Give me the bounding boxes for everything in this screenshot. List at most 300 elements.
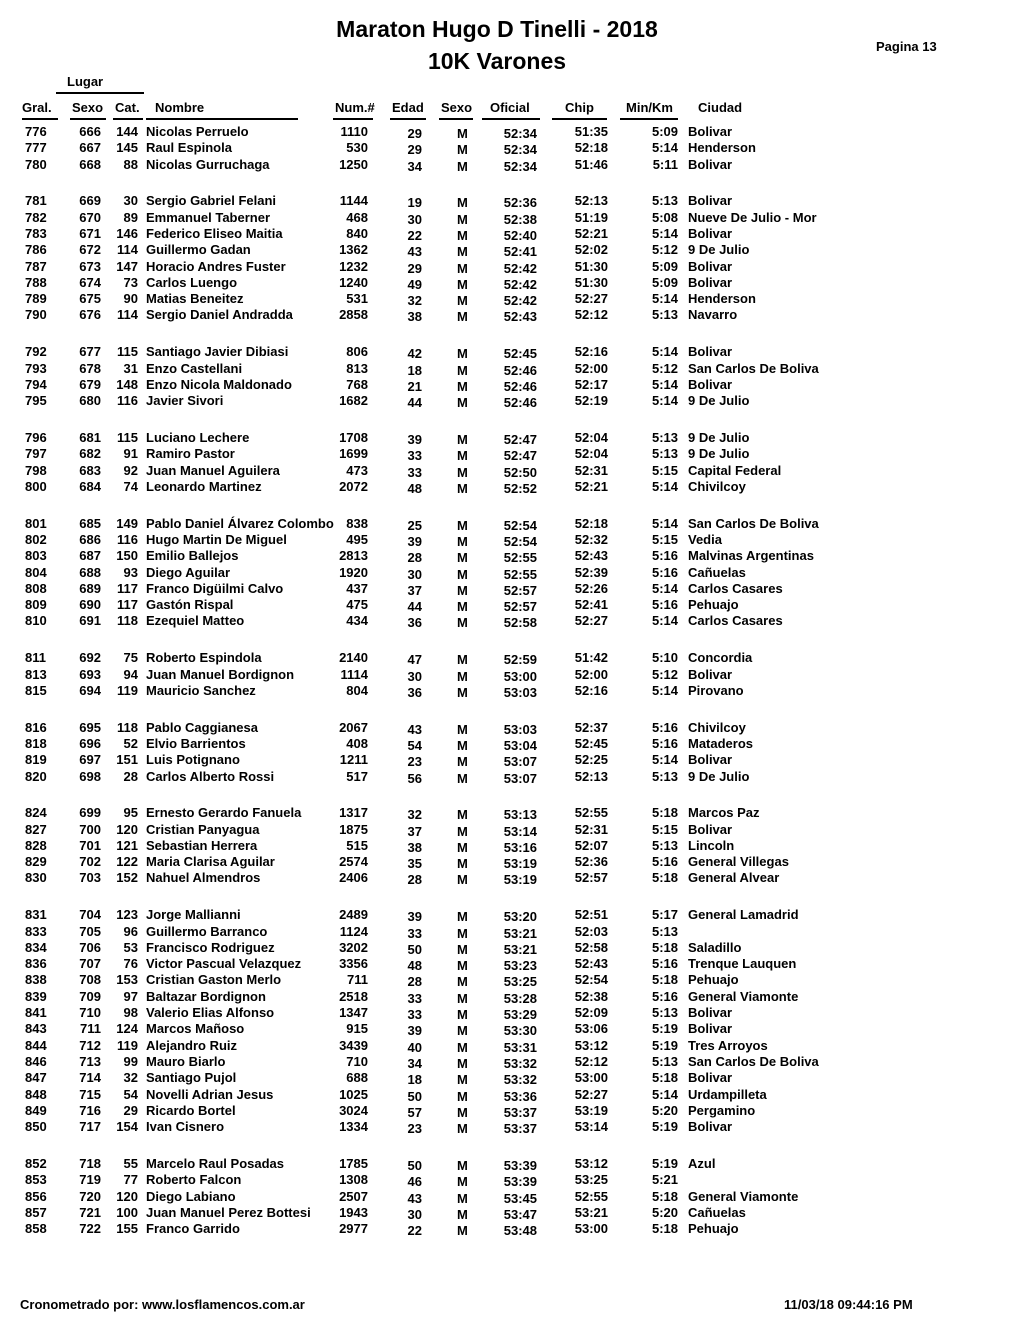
cell-edad: 57 [407, 1104, 422, 1120]
cell-nombre: Matias Beneitez [146, 291, 244, 307]
cell-gral: 792 [25, 344, 47, 360]
cell-nombre: Ivan Cisnero [146, 1119, 225, 1135]
cell-chip: 52:13 [574, 768, 608, 784]
cell-oficial: 52:40 [503, 227, 537, 243]
cell-minkm: 5:14 [651, 225, 678, 241]
cell-oficial: 52:43 [503, 309, 537, 325]
cell-ciudad: San Carlos De Boliva [688, 515, 819, 531]
cell-ciudad: Bolivar [688, 193, 733, 209]
cell-chip: 52:18 [574, 140, 608, 156]
table-row [0, 752, 1024, 768]
cell-gral: 831 [25, 907, 47, 923]
cell-nombre: Sergio Gabriel Felani [146, 193, 277, 209]
cell-minkm: 5:18 [651, 972, 678, 988]
cell-edad: 32 [407, 293, 422, 309]
cell-cat: 77 [123, 1172, 138, 1188]
table-row [0, 720, 1024, 736]
cell-gral: 838 [25, 972, 47, 988]
cell-cat: 124 [116, 1021, 138, 1037]
cell-minkm: 5:13 [651, 193, 678, 209]
cell-minkm: 5:11 [652, 156, 678, 172]
cell-num: 475 [346, 597, 368, 613]
row-group [0, 720, 1024, 785]
cell-nombre: Carlos Alberto Rossi [146, 768, 275, 784]
cell-oficial: 52:41 [503, 244, 537, 260]
cell-num: 840 [346, 225, 368, 241]
cell-edad: 43 [407, 244, 422, 260]
cell-cat: 115 [117, 429, 138, 445]
cell-gral: 848 [25, 1086, 47, 1102]
cell-edad: 38 [407, 839, 422, 855]
col-header-minkm: Min/Km [626, 100, 673, 115]
cell-edad: 18 [407, 1072, 422, 1088]
cell-sexo-2: M [457, 260, 468, 276]
cell-chip: 52:12 [574, 1053, 608, 1069]
cell-ciudad: Carlos Casares [688, 580, 783, 596]
cell-oficial: 53:03 [503, 721, 537, 737]
table-row [0, 1021, 1024, 1037]
cell-ciudad: Pehuajo [688, 972, 739, 988]
cell-edad: 30 [407, 566, 422, 582]
cell-edad: 50 [407, 1088, 422, 1104]
cell-cat: 53 [123, 939, 138, 955]
cell-num: 468 [346, 209, 368, 225]
cell-minkm: 5:20 [651, 1102, 678, 1118]
cell-oficial: 53:21 [503, 941, 537, 957]
cell-cat: 73 [123, 274, 138, 290]
cell-edad: 25 [407, 517, 422, 533]
cell-gral: 801 [25, 515, 47, 531]
cell-chip: 52:00 [574, 360, 608, 376]
table-row [0, 805, 1024, 821]
cell-sexo-2: M [457, 158, 468, 174]
cell-oficial: 53:04 [503, 737, 537, 753]
cell-gral: 783 [25, 225, 47, 241]
cell-cat: 28 [123, 768, 138, 784]
table-row [0, 193, 1024, 209]
cell-oficial: 52:57 [503, 599, 537, 615]
cell-num: 2489 [339, 907, 368, 923]
cell-chip: 52:37 [574, 719, 608, 735]
cell-sexo-2: M [457, 1121, 468, 1137]
cell-num: 838 [346, 515, 368, 531]
cell-minkm: 5:09 [651, 124, 678, 139]
cell-oficial: 53:19 [503, 872, 537, 888]
cell-oficial: 53:30 [503, 1023, 537, 1039]
cell-num: 1699 [339, 446, 368, 462]
table-row [0, 140, 1024, 156]
cell-edad: 48 [407, 958, 422, 974]
cell-sexo: 679 [79, 376, 101, 392]
cell-sexo: 666 [79, 124, 101, 139]
cell-nombre: Horacio Andres Fuster [146, 258, 286, 274]
cell-sexo-2: M [457, 1206, 468, 1222]
table-row [0, 650, 1024, 666]
cell-nombre: Sergio Daniel Andradda [146, 307, 293, 323]
cell-oficial: 52:46 [503, 395, 537, 411]
cell-sexo: 691 [79, 613, 101, 629]
cell-ciudad: Bolivar [688, 156, 733, 172]
cell-gral: 820 [25, 768, 47, 784]
cell-oficial: 53:39 [503, 1157, 537, 1173]
cell-ciudad: General Lamadrid [688, 907, 799, 923]
col-header-oficial: Oficial [490, 100, 530, 115]
cell-edad: 34 [407, 158, 422, 174]
cell-oficial: 52:34 [503, 126, 537, 141]
cell-num: 2507 [339, 1188, 368, 1204]
cell-sexo-2: M [457, 582, 468, 598]
header-underline [552, 118, 607, 120]
cell-edad: 34 [407, 1055, 422, 1071]
cell-sexo-2: M [457, 395, 468, 411]
cell-sexo-2: M [457, 378, 468, 394]
cell-minkm: 5:13 [651, 923, 678, 939]
cell-sexo: 671 [79, 225, 101, 241]
cell-sexo-2: M [457, 668, 468, 684]
cell-ciudad: Bolivar [688, 1021, 733, 1037]
cell-chip: 52:00 [574, 666, 608, 682]
header-underline [70, 118, 106, 120]
table-row [0, 854, 1024, 870]
cell-minkm: 5:16 [651, 719, 678, 735]
cell-ciudad: Saladillo [688, 939, 742, 955]
cell-gral: 836 [25, 956, 47, 972]
cell-nombre: Ezequiel Matteo [146, 613, 245, 629]
cell-gral: 790 [25, 307, 47, 323]
cell-minkm: 5:16 [651, 735, 678, 751]
cell-chip: 52:51 [574, 907, 608, 923]
cell-nombre: Baltazar Bordignon [146, 988, 266, 1004]
header-underline [146, 118, 298, 120]
cell-sexo: 684 [79, 478, 101, 494]
cell-ciudad: Lincoln [688, 837, 735, 853]
cell-num: 2813 [339, 548, 368, 564]
cell-edad: 43 [407, 721, 422, 737]
cell-chip: 52:02 [574, 242, 608, 258]
cell-sexo-2: M [457, 533, 468, 549]
header-underline [113, 118, 143, 120]
cell-ciudad: Bolivar [688, 1005, 733, 1021]
col-header-num: Num.# [335, 100, 375, 115]
cell-gral: 797 [25, 446, 47, 462]
cell-oficial: 52:46 [503, 362, 537, 378]
cell-gral: 777 [25, 140, 47, 156]
cell-nombre: Pablo Caggianesa [146, 719, 258, 735]
cell-sexo-2: M [457, 142, 468, 158]
cell-num: 1682 [339, 393, 368, 409]
cell-nombre: Raul Espinola [146, 140, 232, 156]
cell-sexo: 667 [79, 140, 101, 156]
cell-sexo: 696 [79, 735, 101, 751]
cell-edad: 18 [407, 362, 422, 378]
cell-chip: 51:42 [574, 650, 608, 666]
table-row [0, 393, 1024, 409]
cell-cat: 144 [116, 124, 138, 139]
cell-minkm: 5:19 [651, 1021, 678, 1037]
cell-ciudad: Malvinas Argentinas [688, 548, 814, 564]
cell-chip: 52:43 [574, 956, 608, 972]
cell-minkm: 5:19 [651, 1037, 678, 1053]
cell-ciudad: Henderson [688, 291, 756, 307]
cell-chip: 52:41 [574, 597, 608, 613]
table-row [0, 259, 1024, 275]
cell-sexo: 705 [79, 923, 101, 939]
table-row [0, 597, 1024, 613]
cell-nombre: Valerio Elias Alfonso [146, 1005, 275, 1021]
cell-cat: 88 [123, 156, 138, 172]
cell-edad: 40 [407, 1039, 422, 1055]
table-row [0, 446, 1024, 462]
cell-edad: 30 [407, 1206, 422, 1222]
cell-ciudad: San Carlos De Boliva [688, 360, 819, 376]
cell-gral: 858 [25, 1221, 47, 1237]
cell-chip: 52:57 [574, 870, 608, 886]
cell-num: 495 [346, 531, 368, 547]
cell-sexo: 672 [79, 242, 101, 258]
cell-sexo-2: M [457, 1039, 468, 1055]
cell-oficial: 53:37 [503, 1121, 537, 1137]
cell-nombre: Diego Aguilar [146, 564, 231, 580]
footer-credit: Cronometrado por: www.losflamencos.com.ar [20, 1297, 305, 1312]
cell-cat: 95 [123, 805, 138, 821]
cell-ciudad: General Villegas [688, 854, 789, 870]
cell-sexo: 697 [79, 752, 101, 768]
cell-oficial: 53:48 [503, 1223, 537, 1239]
cell-edad: 28 [407, 974, 422, 990]
cell-ciudad: Trenque Lauquen [688, 956, 797, 972]
cell-gral: 808 [25, 580, 47, 596]
cell-gral: 796 [25, 429, 47, 445]
cell-nombre: Franco Digüilmi Calvo [146, 580, 284, 596]
cell-nombre: Hugo Martin De Miguel [146, 531, 287, 547]
cell-sexo-2: M [457, 550, 468, 566]
cell-ciudad: Cañuelas [688, 564, 746, 580]
cell-minkm: 5:19 [651, 1155, 678, 1171]
cell-gral: 830 [25, 870, 47, 886]
cell-ciudad: Bolivar [688, 1070, 733, 1086]
cell-minkm: 5:14 [651, 393, 678, 409]
cell-edad: 29 [407, 142, 422, 158]
cell-sexo-2: M [457, 652, 468, 668]
cell-edad: 33 [407, 464, 422, 480]
cell-ciudad: General Alvear [688, 870, 780, 886]
cell-cat: 54 [123, 1086, 138, 1102]
cell-edad: 23 [407, 754, 422, 770]
cell-chip: 52:43 [574, 548, 608, 564]
cell-ciudad: Bolivar [688, 344, 733, 360]
cell-num: 1362 [339, 242, 368, 258]
cell-sexo-2: M [457, 1104, 468, 1120]
cell-minkm: 5:15 [651, 531, 678, 547]
cell-oficial: 53:28 [503, 990, 537, 1006]
cell-minkm: 5:14 [651, 613, 678, 629]
cell-edad: 50 [407, 941, 422, 957]
cell-oficial: 53:32 [503, 1072, 537, 1088]
cell-num: 1110 [340, 124, 368, 139]
cell-oficial: 53:14 [503, 823, 537, 839]
cell-ciudad: Pirovano [688, 682, 744, 698]
row-group [0, 193, 1024, 323]
cell-ciudad: Chivilcoy [688, 719, 746, 735]
cell-gral: 787 [25, 258, 47, 274]
table-row [0, 1119, 1024, 1135]
cell-gral: 856 [25, 1188, 47, 1204]
cell-num: 1232 [339, 258, 368, 274]
cell-minkm: 5:16 [651, 956, 678, 972]
cell-sexo: 687 [79, 548, 101, 564]
col-header-edad: Edad [392, 100, 424, 115]
cell-minkm: 5:14 [651, 376, 678, 392]
cell-cat: 149 [116, 515, 138, 531]
cell-oficial: 52:42 [503, 276, 537, 292]
cell-nombre: Roberto Falcon [146, 1172, 242, 1188]
cell-ciudad: Cañuelas [688, 1204, 746, 1220]
cell-num: 1211 [339, 752, 368, 768]
cell-sexo-2: M [457, 1088, 468, 1104]
cell-sexo-2: M [457, 1007, 468, 1023]
cell-nombre: Diego Labiano [146, 1188, 236, 1204]
cell-sexo: 721 [79, 1204, 101, 1220]
cell-sexo-2: M [457, 990, 468, 1006]
page-number: Pagina 13 [876, 39, 937, 54]
cell-oficial: 52:54 [503, 517, 537, 533]
cell-gral: 818 [25, 735, 47, 751]
cell-gral: 782 [25, 209, 47, 225]
cell-nombre: Luciano Lechere [146, 429, 250, 445]
cell-gral: 780 [25, 156, 47, 172]
cell-sexo-2: M [457, 362, 468, 378]
cell-cat: 116 [117, 393, 138, 409]
cell-sexo: 668 [79, 156, 101, 172]
cell-chip: 52:39 [574, 564, 608, 580]
cell-num: 768 [346, 376, 368, 392]
cell-ciudad: Bolivar [688, 274, 733, 290]
table-row [0, 1087, 1024, 1103]
cell-minkm: 5:16 [651, 597, 678, 613]
cell-num: 2977 [339, 1221, 368, 1237]
row-group [0, 344, 1024, 409]
table-row [0, 532, 1024, 548]
results-table [0, 124, 1024, 1258]
cell-chip: 52:04 [574, 446, 608, 462]
cell-cat: 76 [123, 956, 138, 972]
cell-oficial: 52:38 [503, 211, 537, 227]
cell-nombre: Carlos Luengo [146, 274, 238, 290]
cell-nombre: Emmanuel Taberner [146, 209, 271, 225]
cell-cat: 154 [116, 1119, 138, 1135]
cell-oficial: 52:54 [503, 533, 537, 549]
cell-ciudad: Carlos Casares [688, 613, 783, 629]
cell-edad: 23 [407, 1121, 422, 1137]
cell-num: 1308 [339, 1172, 368, 1188]
cell-edad: 28 [407, 872, 422, 888]
cell-num: 1785 [339, 1155, 368, 1171]
cell-ciudad: Nueve De Julio - Mor [688, 209, 817, 225]
cell-chip: 52:03 [574, 923, 608, 939]
cell-edad: 42 [407, 346, 422, 362]
cell-sexo-2: M [457, 1055, 468, 1071]
cell-chip: 52:27 [574, 291, 608, 307]
table-row [0, 210, 1024, 226]
cell-minkm: 5:14 [651, 515, 678, 531]
row-group [0, 124, 1024, 173]
cell-nombre: Marcos Mañoso [146, 1021, 245, 1037]
table-row [0, 940, 1024, 956]
cell-minkm: 5:19 [651, 1119, 678, 1135]
cell-ciudad: Capital Federal [688, 462, 782, 478]
cell-chip: 53:00 [574, 1070, 608, 1086]
cell-nombre: Juan Manuel Aguilera [146, 462, 280, 478]
cell-cat: 117 [117, 580, 138, 596]
cell-edad: 39 [407, 909, 422, 925]
cell-nombre: Elvio Barrientos [146, 735, 246, 751]
cell-sexo-2: M [457, 480, 468, 496]
cell-ciudad: Mataderos [688, 735, 754, 751]
cell-cat: 118 [117, 719, 138, 735]
cell-num: 711 [347, 972, 368, 988]
cell-gral: 834 [25, 939, 47, 955]
cell-cat: 32 [123, 1070, 138, 1086]
cell-ciudad: San Carlos De Boliva [688, 1053, 819, 1069]
cell-chip: 53:25 [574, 1172, 608, 1188]
table-row [0, 769, 1024, 785]
cell-chip: 52:27 [574, 613, 608, 629]
cell-sexo: 708 [79, 972, 101, 988]
table-row [0, 1054, 1024, 1070]
cell-sexo: 685 [79, 515, 101, 531]
cell-sexo: 720 [79, 1188, 101, 1204]
cell-sexo: 719 [79, 1172, 101, 1188]
cell-sexo: 704 [79, 907, 101, 923]
row-group [0, 430, 1024, 495]
header-underline [333, 118, 373, 120]
cell-edad: 33 [407, 448, 422, 464]
page-subtitle: 10K Varones [427, 48, 567, 74]
cell-num: 688 [346, 1070, 368, 1086]
cell-num: 1240 [339, 274, 368, 290]
cell-num: 2067 [339, 719, 368, 735]
cell-num: 437 [346, 580, 368, 596]
cell-ciudad: General Viamonte [688, 1188, 799, 1204]
cell-chip: 52:12 [574, 307, 608, 323]
cell-sexo-2: M [457, 839, 468, 855]
cell-num: 3024 [339, 1102, 368, 1118]
cell-gral: 847 [25, 1070, 47, 1086]
cell-sexo: 701 [79, 837, 101, 853]
cell-chip: 52:45 [574, 735, 608, 751]
page-title: Maraton Hugo D Tinelli - 2018 [336, 16, 658, 42]
table-row [0, 548, 1024, 564]
cell-ciudad: Navarro [688, 307, 738, 323]
cell-chip: 52:27 [574, 1086, 608, 1102]
cell-chip: 52:19 [574, 393, 608, 409]
cell-oficial: 53:25 [503, 974, 537, 990]
header-underline [390, 118, 426, 120]
cell-cat: 155 [116, 1221, 138, 1237]
cell-minkm: 5:14 [651, 682, 678, 698]
cell-chip: 53:12 [574, 1155, 608, 1171]
cell-sexo: 678 [79, 360, 101, 376]
cell-edad: 29 [407, 126, 422, 141]
cell-chip: 52:55 [574, 805, 608, 821]
cell-minkm: 5:13 [651, 307, 678, 323]
table-row [0, 157, 1024, 173]
row-group [0, 516, 1024, 630]
cell-nombre: Nicolas Gurruchaga [146, 156, 270, 172]
cell-oficial: 52:50 [503, 464, 537, 480]
cell-sexo: 707 [79, 956, 101, 972]
cell-minkm: 5:17 [651, 907, 678, 923]
